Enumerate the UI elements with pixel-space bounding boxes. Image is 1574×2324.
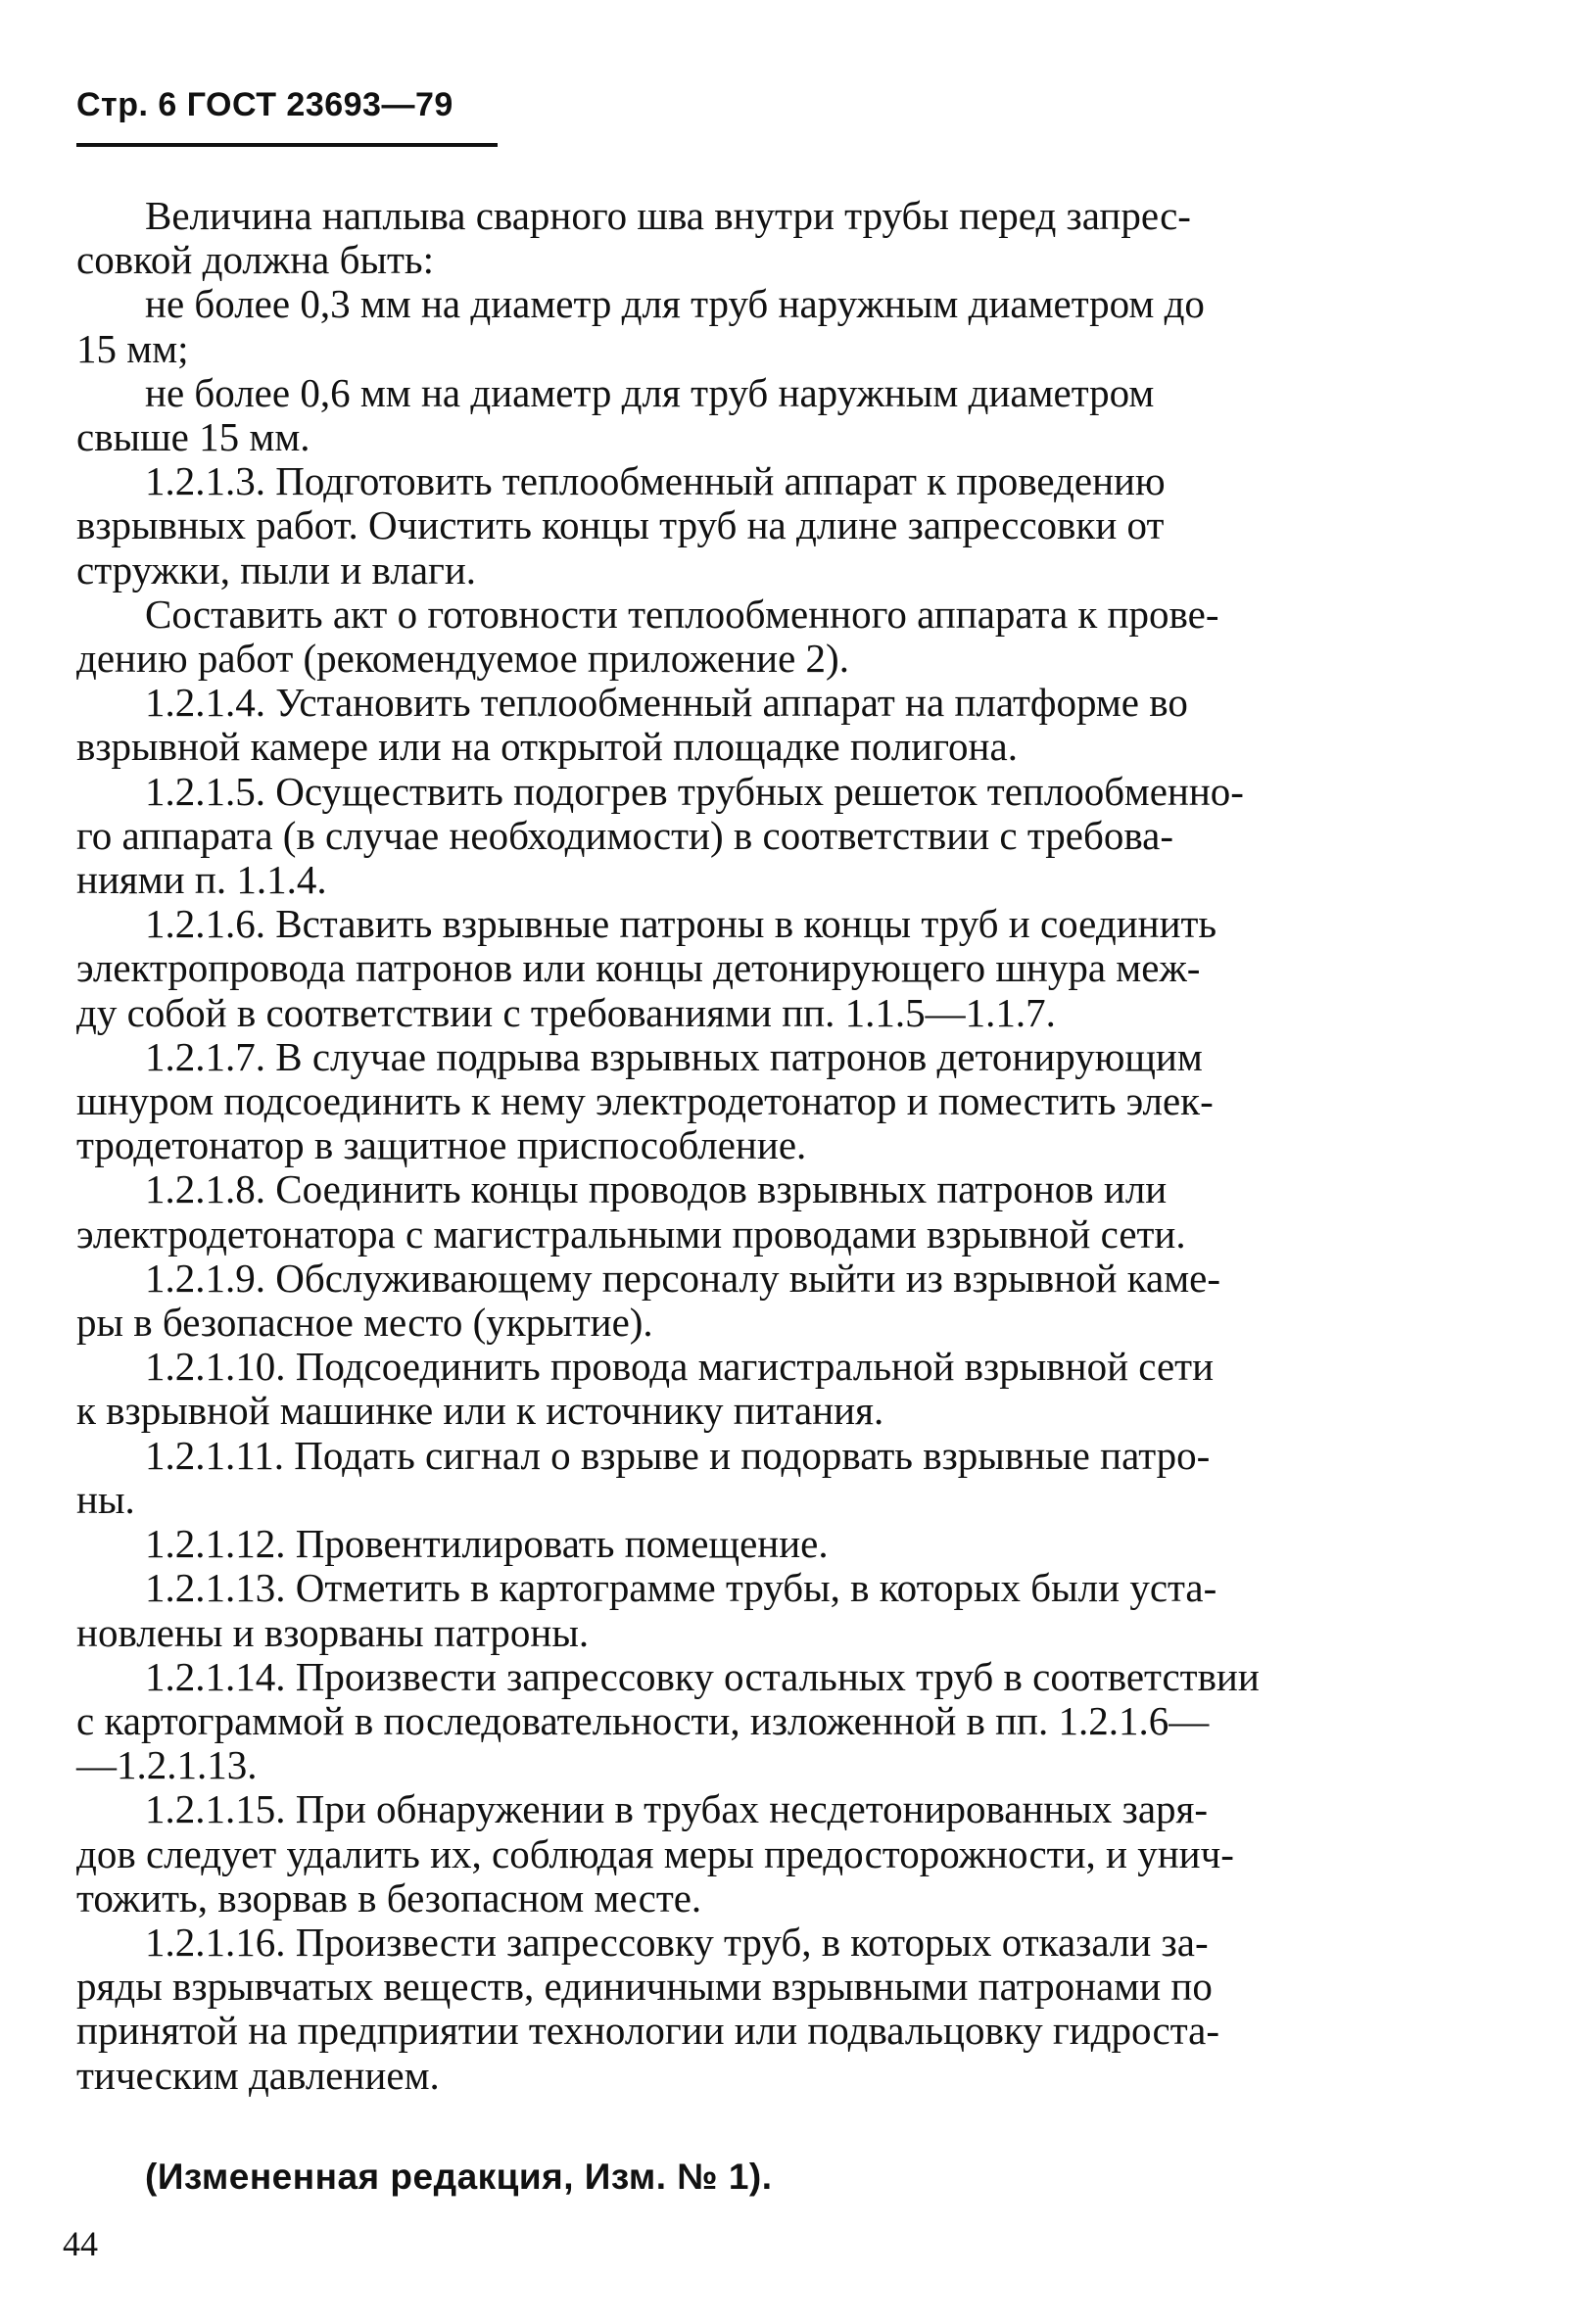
paragraph: не более 0,3 мм на диаметр для труб наружным диаметром до 15 мм; (76, 281, 1205, 371)
paragraph: 1.2.1.13. Отметить в картограмме трубы, в которых были уста- новлены и взорваны патроны. (76, 1565, 1217, 1655)
paragraph: 1.2.1.7. В случае подрыва взрывных патронов детонирующим шнуром подсоединить к нему электродетонатор и поместить элек- тродетонатор в защитное приспособление. (76, 1033, 1214, 1168)
paragraph: 1.2.1.14. Произвести запрессовку остальных труб в соответствии с картограммой в последовательности, изложенной в пп. 1.2.1.6— —1.2.1.13. (76, 1653, 1260, 1788)
paragraph: 1.2.1.9. Обслуживающему персоналу выйти из взрывной каме- ры в безопасное место (укрытие). (76, 1255, 1220, 1346)
paragraph: 1.2.1.8. Соединить концы проводов взрывных патронов или электродетонатора с магистральными проводами взрывной сети. (76, 1166, 1186, 1257)
paragraph: Величина наплыва сварного шва внутри трубы перед запрес- совкой должна быть: (76, 193, 1191, 283)
paragraph: 1.2.1.3. Подготовить теплообменный аппарат к проведению взрывных работ. Очистить концы труб на длине запрессовки от стружки, пыли и влаги. (76, 458, 1166, 593)
paragraph: не более 0,6 мм на диаметр для труб наружным диаметром свыше 15 мм. (76, 369, 1155, 460)
body-text (76, 194, 1448, 2098)
paragraph: 1.2.1.16. Произвести запрессовку труб, в которых отказали за- ряды взрывчатых веществ, единичными взрывными патронами по принятой на предприятии технологии или подвальцовку гидроста- тическим давлением. (76, 1919, 1220, 2098)
paragraph: 1.2.1.10. Подсоединить провода магистральной взрывной сети к взрывной машинке или к источнику питания. (76, 1344, 1215, 1434)
paragraph: 1.2.1.15. При обнаружении в трубах несдетонированных заря- дов следует удалить их, соблюдая меры предосторожности, и унич- тожить, взорвав в безопасном месте. (76, 1786, 1234, 1921)
running-header: Стр. 6 ГОСТ 23693—79 (76, 86, 453, 123)
header-underline (76, 143, 498, 147)
page-number: 44 (63, 2224, 98, 2263)
paragraph: 1.2.1.11. Подать сигнал о взрыве и подорвать взрывные патро- ны. (76, 1432, 1211, 1522)
amendment-note: (Измененная редакция, Изм. № 1). (145, 2157, 773, 2197)
paragraph: 1.2.1.4. Установить теплообменный аппарат на платформе во взрывной камере или на открытой площадке полигона. (76, 680, 1188, 770)
paragraph: 1.2.1.12. Провентилировать помещение. (145, 1521, 829, 1567)
paragraph: 1.2.1.5. Осуществить подогрев трубных решеток теплообменно- го аппарата (в случае необходимости) в соответствии с требова- ниями п. 1.1.4. (76, 768, 1244, 903)
paragraph: Составить акт о готовности теплообменного аппарата к прове- дению работ (рекомендуемое приложение 2). (76, 591, 1219, 682)
paragraph: 1.2.1.6. Вставить взрывные патроны в концы труб и соединить электропровода патронов или концы детонирующего шнура меж- ду собой в соответствии с требованиями пп. 1.1.5—1.1.7. (76, 901, 1217, 1035)
